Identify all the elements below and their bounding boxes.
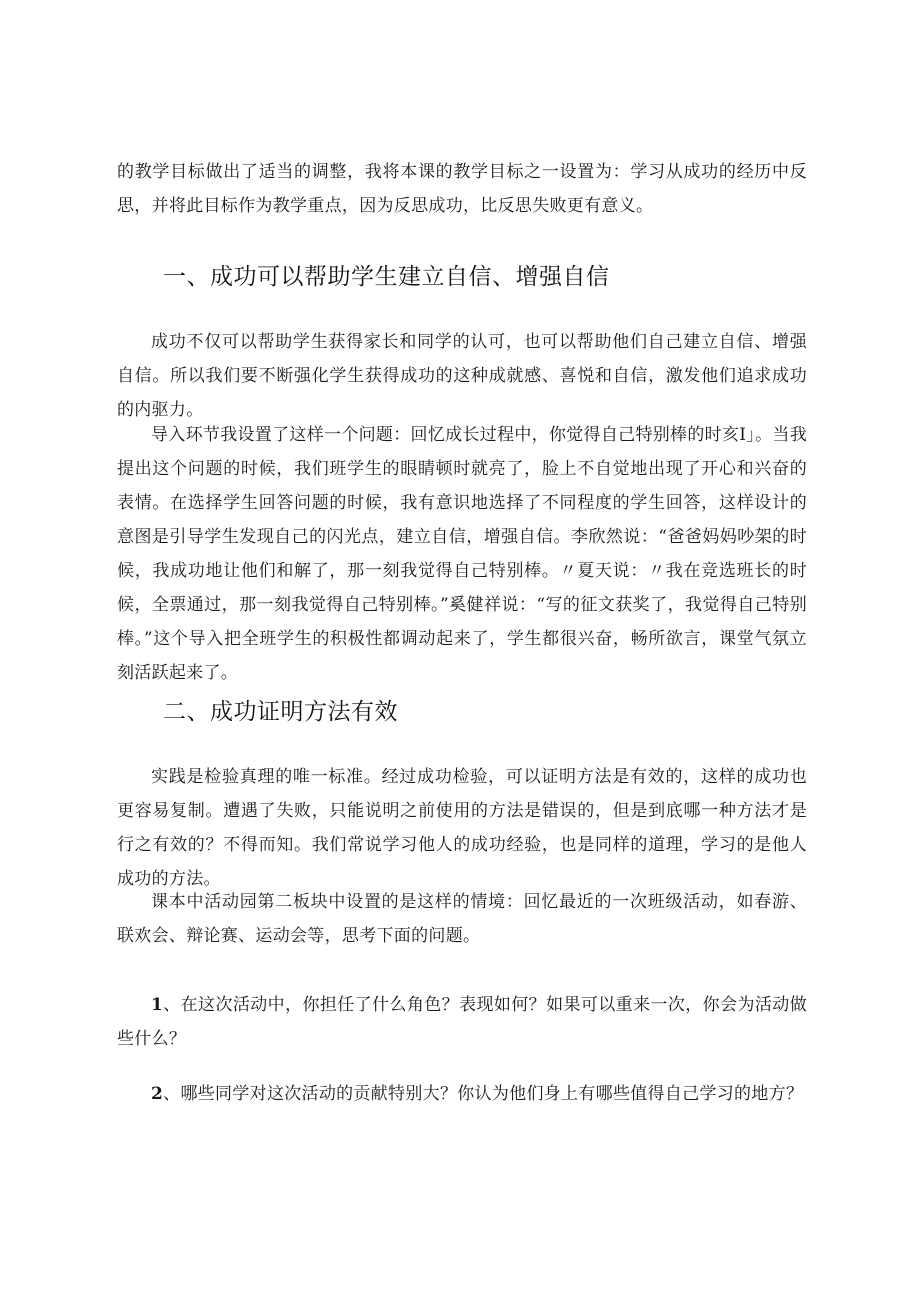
paragraph-intro: 的教学目标做出了适当的调整，我将本课的教学目标之一设置为：学习从成功的经历中反思，并将此目标作为教学重点，因为反思成功，比反思失败更有意义。	[117, 162, 807, 216]
paragraph-section2-b: 课本中活动园第二板块中设置的是这样的情境：回忆最近的一次班级活动，如春游、联欢会、辩论赛、运动会等，思考下面的问题。	[117, 892, 807, 946]
paragraph-section1-a: 成功不仅可以帮助学生获得家长和同学的认可，也可以帮助他们自己建立自信、增强自信。所以我们要不断强化学生获得成功的这种成就感、喜悦和自信，激发他们追求成功的内驱力。	[117, 332, 807, 420]
question-text: 、在这次活动中，你担任了什么角色？表现如何？如果可以重来一次，你会为活动做些什么？	[117, 995, 807, 1049]
section-heading-1: 一、成功可以帮助学生建立自信、增强自信	[163, 264, 610, 290]
question-number: 2	[151, 1084, 164, 1104]
question-number: 1	[151, 995, 164, 1015]
question-item-2	[117, 1077, 807, 1111]
paragraph-section1-b: 导入环节我设置了这样一个问题：回忆成长过程中，你觉得自己特别棒的时亥I」。当我提出这个问题的时候，我们班学生的眼睛顿时就亮了，脸上不自觉地出现了开心和兴奋的表情。在选择学生回答问题的时候，我有意识地选择了不同程度的学生回答，这样设计的意图是引导学生发现自己的闪光点，建立自信，增强自信。李欣然说：“爸爸妈妈吵架的时候，我成功地让他们和解了，那一刻我觉得自己特别棒。〃夏天说：〃我在竞选班长的时候，全票通过，那一刻我觉得自己特别棒。”奚健祥说：“写的征文获奖了，我觉得自己特别棒。”这个导入把全班学生的积极性都调动起来了，学生都很兴奋，畅所欲言，课堂气氛立刻活跃起来了。	[117, 425, 807, 683]
paragraph-section2-a: 实践是检验真理的唯一标准。经过成功检验，可以证明方法是有效的，这样的成功也更容易复制。遭遇了失败，只能说明之前使用的方法是错误的，但是到底哪一种方法才是行之有效的？不得而知。我们常说学习他人的成功经验，也是同样的道理，学习的是他人成功的方法。	[117, 767, 807, 889]
question-text: 、哪些同学对这次活动的贡献特别大？你认为他们身上有哪些值得自己学习的地方？	[163, 1084, 804, 1104]
question-item-1	[117, 988, 807, 1056]
section-heading-2: 二、成功证明方法有效	[163, 699, 398, 725]
